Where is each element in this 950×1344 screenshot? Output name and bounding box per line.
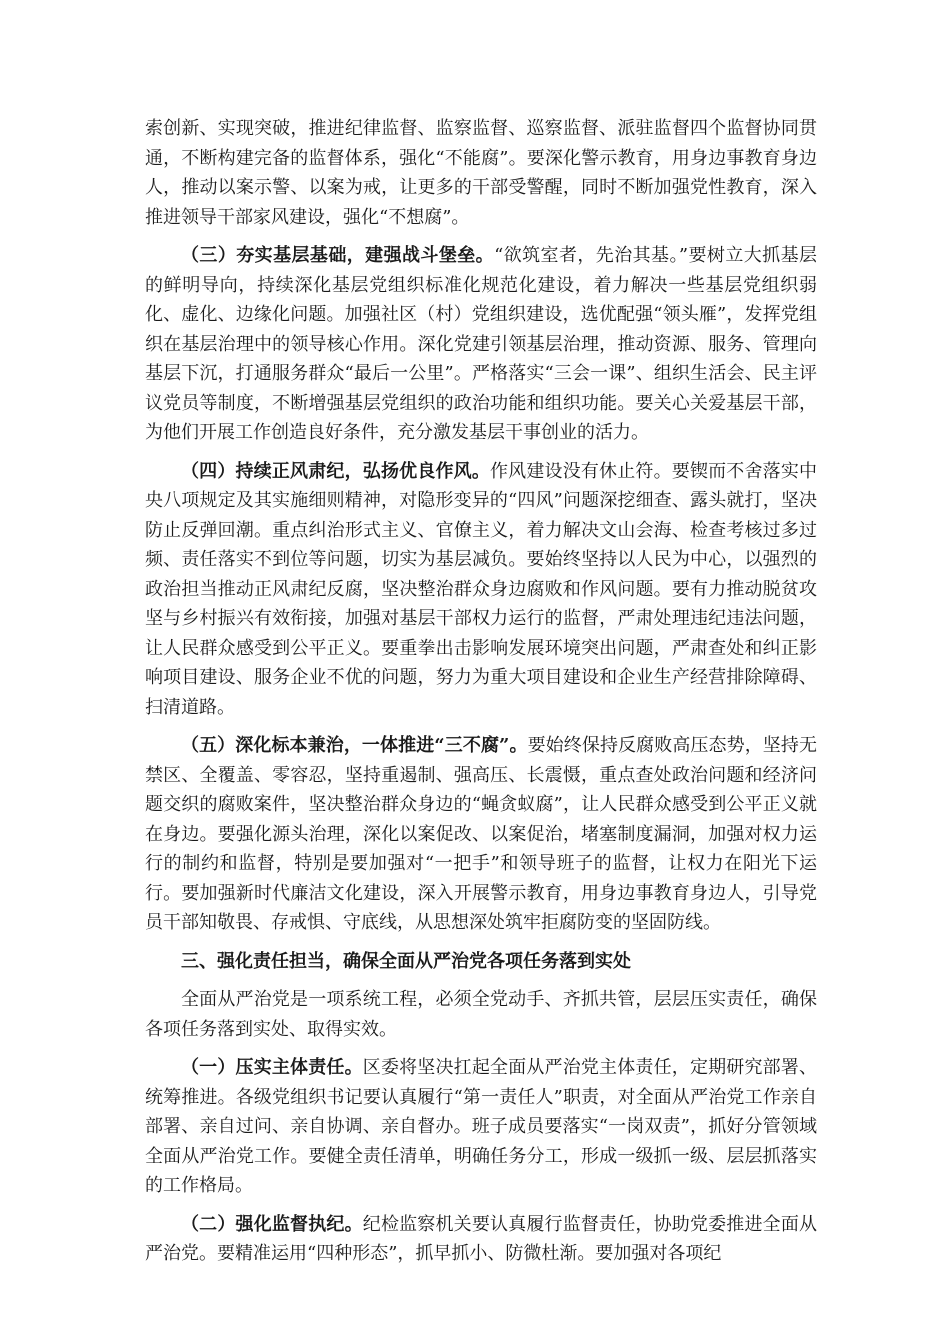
section-4-lead: （四）持续正风肃纪，弘扬优良作风。 [181,460,490,482]
paragraph-subsection-2 [145,1210,817,1269]
section-5-body: 要始终保持反腐败高压态势，坚持无禁区、全覆盖、零容忍，坚持重遏制、强高压、长震慑，重点查处政治问题和经济问题交织的腐败案件，坚决整治群众身边的“蝇贪蚁腐”，让人民群众感受到公平正义就在身边。要强化源头治理，深化以案促改、以案促治，堵塞制度漏洞，加强对权力运行的制约和监督，特别是要加强对“一把手”和领导班子的监督，让权力在阳光下运行。要加强新时代廉洁文化建设，深入开展警示教育，用身边事教育身边人，引导党员干部知敬畏、存戒惧、守底线，从思想深处筑牢拒腐防变的坚固防线。 [145,735,817,933]
section-3-lead: （三）夯实基层基础，建强战斗堡垒。 [181,245,495,266]
paragraph-section-5 [145,731,817,938]
section-3-body: “欲筑室者，先治其基。”要树立大抓基层的鲜明导向，持续深化基层党组织标准化规范化建设，着力解决一些基层党组织弱化、虚化、边缘化问题。加强社区（村）党组织建设，选优配强“领头雁”，发挥党组织在基层治理中的领导核心作用。深化党建引领基层治理，推动资源、服务、管理向基层下沉，打通服务群众“最后一公里”。严格落实“三会一课”、组织生活会、民主评议党员等制度，不断增强基层党组织的政治功能和组织功能。要关心关爱基层干部，为他们开展工作创造良好条件，充分激发基层干事创业的活力。 [145,245,818,443]
document-page [145,114,817,1278]
subsection-1-body: 区委将坚决扛起全面从严治党主体责任，定期研究部署、统筹推进。各级党组织书记要认真履行“第一责任人”职责，对全面从严治党工作亲自部署、亲自过问、亲自协调、亲自督办。班子成员要落实“一岗双责”，抓好分管领域全面从严治党工作。要健全责任清单，明确任务分工，形成一级抓一级、层层抓落实的工作格局。 [145,1057,817,1196]
section-5-lead: （五）深化标本兼治，一体推进“三不腐”。 [181,735,528,756]
subsection-1-lead: （一）压实主体责任。 [181,1057,363,1078]
paragraph-continuation: 索创新、实现突破，推进纪律监督、监察监督、巡察监督、派驻监督四个监督协同贯通，不断构建完备的监督体系，强化“不能腐”。要深化警示教育，用身边事教育身边人，推动以案示警、以案为戒，让更多的干部受警醒，同时不断加强党性教育，深入推进领导干部家风建设，强化“不想腐”。 [145,118,817,228]
paragraph-section-3 [145,241,817,448]
subsection-2-lead: （二）强化监督执纪。 [181,1213,363,1235]
paragraph-section-4 [145,457,817,723]
paragraph-subsection-1 [145,1053,817,1201]
paragraph-intro-3: 全面从严治党是一项系统工程，必须全党动手、齐抓共管，层层压实责任，确保各项任务落到实处、取得实效。 [145,989,817,1040]
section-4-body: 作风建设没有休止符。要锲而不舍落实中央八项规定及其实施细则精神，对隐形变异的“四风”问题深挖细查、露头就打，坚决防止反弹回潮。重点纠治形式主义、官僚主义，着力解决文山会海、检查考核过多过频、责任落实不到位等问题，切实为基层减负。要始终坚持以人民为中心，以强烈的政治担当推动正风肃纪反腐，坚决整治群众身边腐败和作风问题。要有力推动脱贫攻坚与乡村振兴有效衔接，加强对基层干部权力运行的监督，严肃处理违纪违法问题，让人民群众感受到公平正义。要重拳出击影响发展环境突出问题，严肃查处和纠正影响项目建设、服务企业不优的问题，努力为重大项目建设和企业生产经营排除障碍、扫清道路。 [145,460,817,718]
chapter-heading-3: 三、强化责任担当，确保全面从严治党各项任务落到实处 [181,950,631,972]
subsection-2-body: 纪检监察机关要认真履行监督责任，协助党委推进全面从严治党。要精准运用“四种形态”，抓早抓小、防微杜渐。要加强对各项纪 [145,1213,817,1264]
